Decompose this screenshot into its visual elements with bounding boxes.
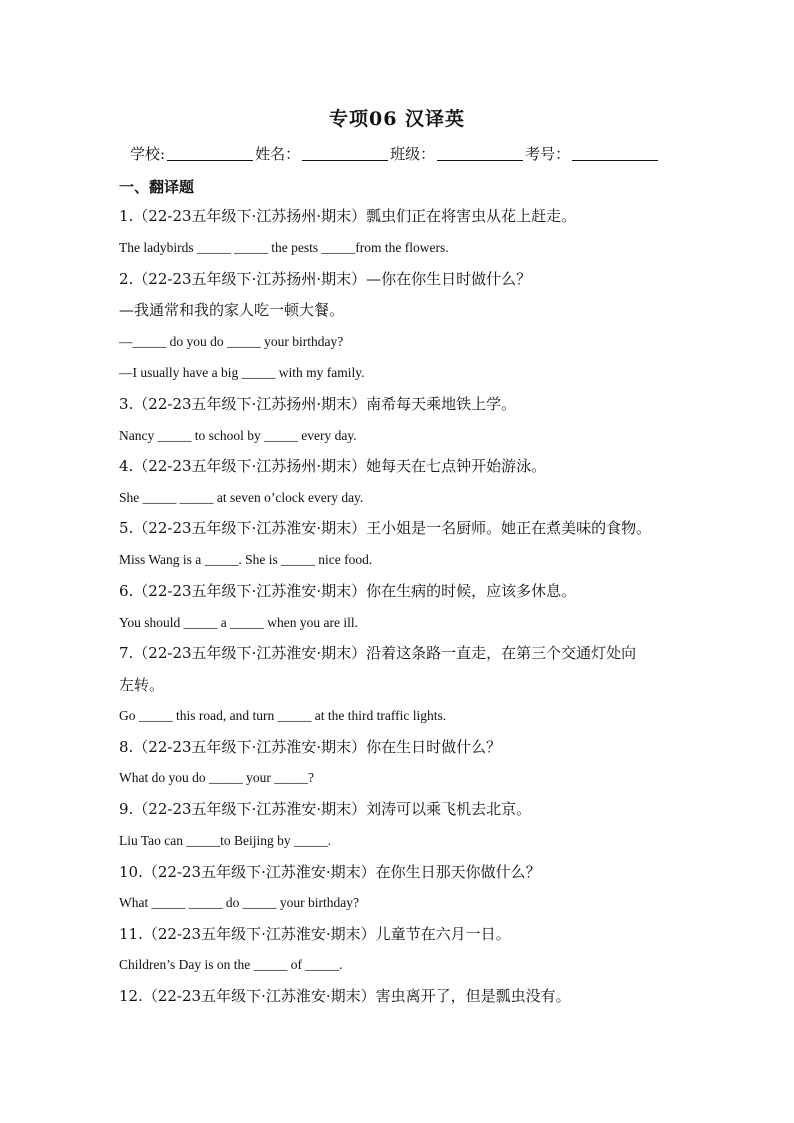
section-heading: 一、翻译题 (119, 178, 195, 196)
answer-line-1: The ladybirds _____ _____ the pests _____from the flowers. (119, 240, 449, 255)
student-info-row (130, 143, 660, 164)
school-blank[interactable] (167, 145, 253, 161)
question-8: 8.（22-23五年级下·江苏淮安·期末）你在生日时做什么？ (119, 738, 502, 756)
number-label: 考号： (525, 145, 571, 163)
number-blank[interactable] (572, 145, 658, 161)
question-9: 9.（22-23五年级下·江苏淮安·期末）刘涛可以乘飞机去北京。 (119, 800, 532, 818)
class-blank[interactable] (437, 145, 523, 161)
class-label: 班级： (390, 145, 436, 163)
answer-line-6: You should _____ a _____ when you are ill. (119, 615, 358, 630)
question-2-line-2: —我通常和我的家人吃一顿大餐。 (119, 301, 345, 319)
question-4: 4.（22-23五年级下·江苏扬州·期末）她每天在七点钟开始游泳。 (119, 457, 547, 475)
answer-line-11: Children’s Day is on the _____ of _____. (119, 957, 343, 972)
question-3: 3.（22-23五年级下·江苏扬州·期末）南希每天乘地铁上学。 (119, 395, 517, 413)
answer-line-3: Nancy _____ to school by _____ every day. (119, 428, 357, 443)
answer-line-5: Miss Wang is a _____. She is _____ nice food. (119, 552, 373, 567)
name-blank[interactable] (302, 145, 388, 161)
question-6: 6.（22-23五年级下·江苏淮安·期末）你在生病的时候，应该多休息。 (119, 582, 577, 600)
answer-line-7: Go _____ this road, and turn _____ at the third traffic lights. (119, 708, 447, 723)
name-label: 姓名： (255, 145, 301, 163)
page-title: 专项06 汉译英 (328, 108, 466, 130)
answer-line-2a: —_____ do you do _____ your birthday? (119, 334, 344, 349)
answer-line-10: What _____ _____ do _____ your birthday? (119, 895, 359, 910)
answer-line-2b: —I usually have a big _____ with my family. (119, 365, 365, 380)
question-12: 12.（22-23五年级下·江苏淮安·期末）害虫离开了，但是瓢虫没有。 (119, 987, 571, 1005)
question-11: 11.（22-23五年级下·江苏淮安·期末）儿童节在六月一日。 (119, 925, 511, 943)
question-1: 1.（22-23五年级下·江苏扬州·期末）瓢虫们正在将害虫从花上赶走。 (119, 207, 577, 225)
answer-line-8: What do you do _____ your _____? (119, 770, 314, 785)
question-7: 7.（22-23五年级下·江苏淮安·期末）沿着这条路一直走，在第三个交通灯处向 (119, 644, 637, 662)
question-5: 5.（22-23五年级下·江苏淮安·期末）王小姐是一名厨师。她正在煮美味的食物。 (119, 519, 652, 537)
question-7-line-2: 左转。 (119, 676, 165, 694)
question-2: 2.（22-23五年级下·江苏扬州·期末）—你在你生日时做什么？ (119, 270, 532, 288)
question-10: 10.（22-23五年级下·江苏淮安·期末）在你生日那天你做什么？ (119, 863, 541, 881)
answer-line-4: She _____ _____ at seven o’clock every day. (119, 490, 364, 505)
school-label: 学校: (130, 145, 166, 163)
answer-line-9: Liu Tao can _____to Beijing by _____. (119, 833, 332, 848)
